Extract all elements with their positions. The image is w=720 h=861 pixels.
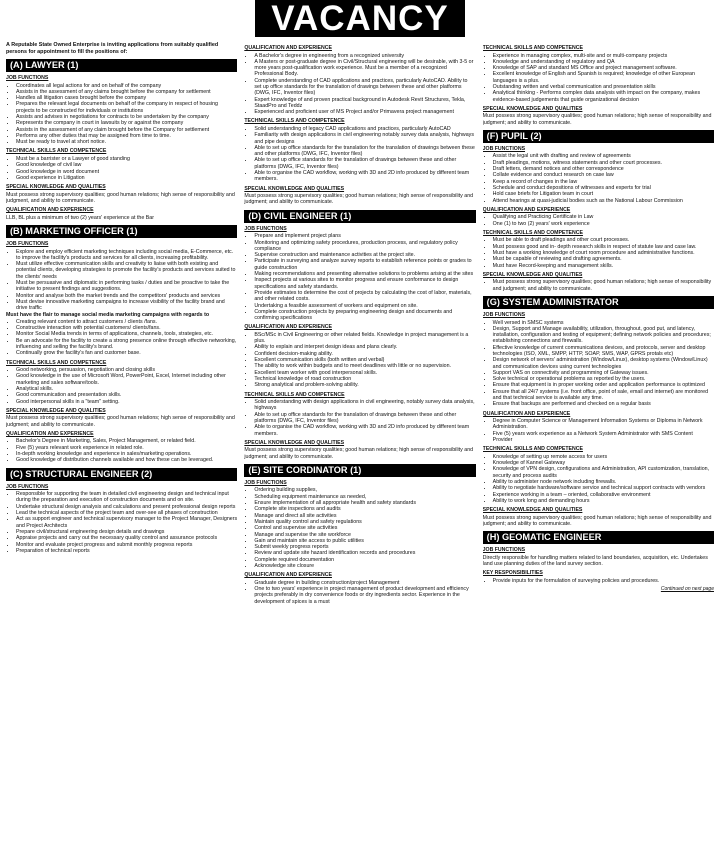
list-item: • Ability to negotiate hardware/software service and technical support contracts with vendors: [493, 485, 714, 491]
list-item: • Solve technical or operational problems as reported by the users.: [493, 376, 714, 382]
list-item: • Must be ready to travel at short notice.: [16, 139, 237, 145]
list: [244, 487, 475, 569]
list-item: • Ability to administer node network including firewalls.: [493, 479, 714, 485]
list: [6, 249, 237, 312]
list-item: • Collate evidence and conduct research on case law: [493, 172, 714, 178]
paragraph: Directly responsible for handling matters related to land boundaries, acquisition, etc. Undertakes land use planning duties of the land survey section.: [482, 554, 708, 568]
subheading: TECHNICAL SKILLS AND COMPETENCE: [6, 359, 107, 366]
list-item: • Handles all litigation cases brought before the company: [16, 95, 237, 101]
subheading: KEY RESPONSIBILITIES: [482, 570, 543, 577]
subheading: JOB FUNCTIONS: [6, 241, 49, 248]
list-item: • Monitor and evaluate project progress and submit monthly progress reports: [16, 542, 237, 548]
list-item: • Analytical skills.: [16, 386, 237, 392]
list-item: • The ability to work within budgets and to meet deadlines with little or no supervision.: [254, 363, 475, 369]
list-item: • Schedule and conduct depositions of witnesses and experts for trial: [493, 185, 714, 191]
list-item: • Ability to explain and interpret design ideas and plans clearly.: [254, 344, 475, 350]
list: [6, 156, 237, 181]
list-item: • Assists and advises in negotiations for contracts to be undertaken by the company: [16, 114, 237, 120]
list-item: • One (1) to two (2) years' work experience: [493, 221, 714, 227]
list-item: • Analytical thinking - Performs complex data analysis with impact on the company, makes evidence-based judgements that guide organizational decision: [493, 90, 714, 103]
list-item: • Excellent team worker with good interpersonal skills.: [254, 370, 475, 376]
section-civil-title: (D) CIVIL ENGINEER (1): [244, 210, 475, 223]
paragraph: Must possess strong supervisory qualities; good human relations; high sense of responsibility and judgment; and ability to communicate.: [482, 514, 712, 528]
list-item: • Making recommendations and presenting alternative solutions to problems arising at the sites: [254, 271, 475, 277]
list-item: • Responsible for supporting the team in detailed civil engineering design and technical input during the preparation and execution of construction documents and on site.: [16, 491, 237, 504]
banner: [6, 0, 714, 38]
list-item: • Knowledge of setting up remote access for users: [493, 454, 714, 460]
list-item: • Complete construction projects by preparing engineering design and documents and confirming specifications: [254, 309, 475, 322]
subheading: SPECIAL KNOWLEDGE AND QUALITIES: [482, 105, 583, 112]
list-item: • Participate in surveying and analyze survey reports to establish reference points or grades to guide construction: [254, 258, 475, 271]
list: [244, 233, 475, 321]
list-item: • Good communication and presentation skills.: [16, 392, 237, 398]
list: [483, 320, 714, 408]
list-item: • Knowledge and understanding of regulatory and QA: [493, 59, 714, 65]
list-item: • Well versed in SMSC systems: [493, 320, 714, 326]
list-item: • Ensure that all 24/7 systems (i.e. front office, point of sale, email and internet) are monitored and that technical service is available any time.: [493, 389, 714, 402]
list: [6, 491, 237, 554]
list-item: • Effective knowledge of current communications devices, and protocols, server and desktop technologies (ISO, XML, SMPP, HTTP, SOAP, SMS, WAP, GPRS protals etc): [493, 345, 714, 358]
list-item: • Complete required documentation: [254, 557, 475, 563]
list-item: • Review and update site hazard identification records and procedures: [254, 550, 475, 556]
list-item: • Lead the technical aspects of the project team and over-see all phases of construction: [16, 510, 237, 516]
list: [244, 332, 475, 389]
list-item: • In-depth working knowledge and experience in sales/marketing operations.: [16, 451, 237, 457]
paragraph: Must possess strong supervisory qualities; good human relations; high sense of responsibility and judgment; and ability to communicate.: [244, 193, 474, 206]
paragraph: Must possess strong supervisory qualities; good human relations; high sense of responsibility and judgment; and ability to communicate.: [482, 113, 712, 126]
section-structural-title: (C) STRUCTURAL ENGINEER (2): [6, 468, 237, 481]
list: [244, 126, 475, 183]
subheading: SPECIAL KNOWLEDGE AND QUALITIES: [244, 185, 345, 192]
subheading: SPECIAL KNOWLEDGE AND QUALITIES: [482, 271, 583, 278]
list-item: • Solid understanding of legacy CAD applications and practices, particularly AutoCAD: [254, 126, 475, 132]
list: [244, 580, 475, 605]
list-item: • A Bachelor's degree in engineering from a recognized university: [254, 53, 475, 59]
subheading: SPECIAL KNOWLEDGE AND QUALITIES: [6, 184, 106, 191]
subheading: QUALIFICATION AND EXPERIENCE: [482, 410, 571, 417]
list-item: • Knowledge of VPN design, configurations and Administration, API customization, translation, security and process audits: [493, 466, 714, 479]
list-item: • Must be a barrister or a Lawyer of good standing: [16, 156, 237, 162]
section-sysadmin-title: (G) SYSTEM ADMINISTRATOR: [483, 296, 714, 309]
list: [244, 399, 475, 437]
list-item: • Graduate degree in building construction/project Management: [254, 580, 475, 586]
list-item: • Manage and supervise the site workforce: [254, 532, 475, 538]
list-item: • Manage and direct all site activities: [254, 513, 475, 519]
list-item: • Hold case briefs for Litigation team in court: [493, 191, 714, 197]
list-item: • Assists in the assessment of any claim brought before the Company for settlement: [16, 127, 237, 133]
list-item: • Knowledge of Kannel Gateway: [493, 460, 714, 466]
list-item: • Undertake structural design analysis and calculations and present professional design reports: [16, 504, 237, 510]
list-item: • Five (5) years relevant work experience in related role.: [16, 445, 237, 451]
list-item: • Must be persuasive and diplomatic in performing tasks / duties and be proactive to take the initiative to present findings and suggestions.: [16, 280, 237, 293]
list-item: • Constructive interaction with potential customers/ clients/fans.: [16, 325, 237, 331]
subheading: TECHNICAL SKILLS AND COMPETENCE: [6, 148, 107, 155]
paragraph: Must possess strong supervisory qualities; good human relations; high sense of responsibility and judgment, and ability to communicate.: [6, 191, 235, 204]
subheading: QUALIFICATION AND EXPERIENCE: [244, 324, 332, 331]
list: [483, 153, 714, 203]
list-item: • Must be able to draft pleadings and other court processes.: [493, 237, 714, 243]
paragraph: LLB, BL plus a minimum of two (2) years' experience at the Bar: [6, 214, 155, 221]
list-item: • Appraise projects and carry out the necessary quality control and assurance protocols: [16, 535, 237, 541]
list-item: • Must have a working knowledge of court room procedure and administrative functions.: [493, 250, 714, 256]
list-item: • Must be capable of reviewing and drafting agreements.: [493, 256, 714, 262]
list-item: • Performs any other duties that may be assigned from time to time.: [16, 133, 237, 139]
list-item: • Scheduling equipment maintenance as needed,: [254, 494, 475, 500]
subheading: QUALIFICATION AND EXPERIENCE: [244, 572, 332, 579]
paragraph: Must possess strong supervisory qualities; good human relations; high sense of responsibility and judgment; and ability to communicate.: [244, 447, 474, 460]
list-item: • Solid understanding with design applications in civil engineering, notably survey data analysis, highways: [254, 399, 475, 412]
list-item: • Be an advocate for the facility to create a strong presence online through effective networking, influencing and selling the facility's brand.: [16, 338, 237, 351]
list-item: • Excellent communication skills (both written and verbal): [254, 357, 475, 363]
list-item: • Complete site inspections and audits: [254, 506, 475, 512]
list-item: • Must possess strong supervisory qualities; good human relations; high sense of responsibility and judgment; and ability to communicate.: [493, 279, 714, 292]
list-item: • Outstanding written and verbal communication and presentation skills: [493, 84, 714, 90]
list-item: • Monitoring and optimizing safety procedures, production process, and regulatory policy compliance: [254, 240, 475, 253]
section-geomatic-title: (H) GEOMATIC ENGINEER: [483, 531, 714, 544]
list-item: • Good experience in Litigation: [16, 175, 237, 181]
list: [483, 53, 714, 103]
subheading: SPECIAL KNOWLEDGE AND QUALITIES: [482, 507, 583, 514]
list-item: • Attend hearings at quasi-judicial bodies such as the National Labour Commission: [493, 198, 714, 204]
subheading: TECHNICAL SKILLS AND COMPETENCE: [244, 391, 345, 398]
list-item: • Degree in Computer Science or Management Information Systems or Diploma in Network Administration.: [493, 418, 714, 431]
list-item: • Technical knowledge of road construction: [254, 376, 475, 382]
list-item: • A Masters or post-graduate degree in Civil/Structural engineering will be desirable, with 3-5 or more years post-qualification work experience. Must be a member of a recognized Professional Body.: [254, 59, 475, 78]
list-item: • Able to organise the CAD workflow, working with 3D and 2D info produced by different team members.: [254, 424, 475, 437]
list-item: • Good networking, persuasion, negotiation and closing skills: [16, 367, 237, 373]
list-item: • Five (5) years work experience as a Network System Administrator with SMS Content Provider: [493, 431, 714, 444]
list-item: • Supervise construction and maintenance activities at the project site.: [254, 252, 475, 258]
list-item: • Submit weekly progress reports: [254, 544, 475, 550]
list: [6, 438, 237, 463]
subheading: JOB FUNCTIONS: [482, 145, 526, 152]
subheading: TECHNICAL SKILLS AND COMPETENCE: [244, 118, 345, 125]
continued-link[interactable]: Continued on next page: [660, 586, 714, 593]
list-item: • Assist the legal unit with drafting and review of agreements: [493, 153, 714, 159]
list-item: • Able to set up office standards for the translation of drawings between these and other platforms (DWG, IFC, Inventor files): [254, 412, 475, 425]
list-item: • Coordinates all legal actions for and on behalf of the company: [16, 83, 237, 89]
subheading: TECHNICAL SKILLS AND COMPETENCE: [482, 229, 583, 236]
list-item: • Ensure that equipment is in proper working order and application performance is optimized: [493, 382, 714, 388]
subheading: TECHNICAL SKILLS AND COMPETENCE: [482, 45, 583, 51]
list-item: • Expert knowledge of and proven practical background in Autodesk Revit Structures, Tekla, StaadPro and Teddz: [254, 97, 475, 110]
list: [6, 83, 237, 146]
list: [483, 279, 714, 292]
list-item: • Experience working in a team – oriented, collaborative environment: [493, 492, 714, 498]
list-item: • Good knowledge of civil law: [16, 162, 237, 168]
list-item: • Able to set up office standards for the translation of drawings between these and other platforms (DWG, IFC, Inventor files): [254, 157, 475, 170]
list-item: • Must possess good and in- depth research skills in respect of statute law and case law.: [493, 244, 714, 250]
list-item: • Strong analytical and problem-solving ability.: [254, 382, 475, 388]
list-item: • Good knowledge in word document: [16, 169, 237, 175]
subheading: JOB FUNCTIONS: [482, 312, 526, 319]
list-item: • Monitor and analyse both the market trends and the competitors' products and services: [16, 293, 237, 299]
list-item: • Good interpersonal skills in a "team" setting.: [16, 399, 237, 405]
subheading: SPECIAL KNOWLEDGE AND QUALITIES: [6, 407, 106, 414]
list-item: • Able to set up office standards for the translation for the translation of drawings between these and other platforms (DWG, IFC, Inventor files): [254, 145, 475, 158]
subheading: QUALIFICATION AND EXPERIENCE: [6, 430, 94, 437]
list-item: • BSc/MSc in Civil Engineering or other related fields. Knowledge in project management is a plus.: [254, 332, 475, 345]
list-item: • Inspect projects at various sites to monitor progress and ensure conformance to design specifications and safety standards.: [254, 277, 475, 290]
subheading: QUALIFICATION AND EXPERIENCE: [482, 206, 571, 213]
intro-text: A Reputable State Owned Enterprise is inviting applications from suitably qualified persons for appointment to fill the positions of:: [6, 42, 219, 55]
list-item: • Ensure that backups are performed and checked on a regular basis: [493, 401, 714, 407]
subheading: JOB FUNCTIONS: [244, 479, 287, 486]
column-middle: [244, 42, 475, 858]
list-item: • Undertaking a feasible assessment of workers and equipment on site.: [254, 303, 475, 309]
section-lawyer-title: (A) LAWYER (1): [6, 59, 237, 72]
list-item: • Prepares the relevant legal documents on behalf of the company in respect of housing projects to be constructed for individuals or institutions: [16, 101, 237, 114]
list-item: • Represents the company in court in lawsuits by or against the company: [16, 120, 237, 126]
list: [483, 214, 714, 227]
list: [483, 237, 714, 268]
list-item: • Ordering building supplies,: [254, 487, 475, 493]
list-item: • Support VAS on connectivity and programming of Gateway issues.: [493, 370, 714, 376]
list-item: • Complete understanding of CAD applications and practices, particularly AutoCAD. Ability to set up office standards for the translation of drawings between these and other platforms (DWG, IFC, Inventor files): [254, 78, 475, 97]
list-item: • Able to organise the CAD workflow, working with 3D and 2D info produced by different team members.: [254, 170, 475, 183]
list-item: • Knowledge of SAP and standard MS Office and project management software.: [493, 65, 714, 71]
list-item: • Must devise innovative marketing campaigns to increase visibility of the facility brand and drive traffic: [16, 299, 237, 312]
list-item: • Preparation of technical reports: [16, 548, 237, 554]
list-item: • Prepare civil/structural engineering design details and drawings: [16, 529, 237, 535]
list-item: • Confident decision-making ability.: [254, 351, 475, 357]
list-item: • Familiarity with design applications in civil engineering notably survey data analysis, highways and pipe designs: [254, 132, 475, 145]
subheading: SPECIAL KNOWLEDGE AND QUALITIES: [244, 439, 345, 446]
list-item: • Keep a record of changes in the law: [493, 179, 714, 185]
list-item: • Draft pleadings, motions, witness statements and other court processes.: [493, 160, 714, 166]
subheading: QUALIFICATION AND EXPERIENCE: [6, 207, 94, 214]
list-item: • Creating relevant content to attract customers / clients /fans.: [16, 319, 237, 325]
list-item: • Acknowledge site closure: [254, 563, 475, 569]
list-item: • Ensure implementation of all appropriate health and safety standards: [254, 500, 475, 506]
list-item: • Assists in the assessment of any claims brought before the company for settlement: [16, 89, 237, 95]
list-item: • Explore and employ efficient marketing techniques including social media, E-Commerce, etc. to improve the facility's products and services for all clients, increasing profitability.: [16, 249, 237, 262]
list-item: • Qualifying and Practicing Certificate in Law: [493, 214, 714, 220]
subheading: JOB FUNCTIONS: [244, 225, 287, 232]
section-pupil-title: (F) PUPIL (2): [483, 130, 714, 143]
list-item: • Ability to work long and demanding hours: [493, 498, 714, 504]
list-item: • Monitor Social Media trends in terms of applications, channels, tools, strategies, etc.: [16, 331, 237, 337]
list-item: • Experienced and proficient user of MS Project and/or Primavera project management: [254, 109, 475, 115]
subheading: JOB FUNCTIONS: [482, 547, 526, 554]
section-site-title: (E) SITE CORDINATOR (1): [244, 464, 475, 477]
list-item: • Must have Record-keeping and management skills.: [493, 263, 714, 269]
list-item: • Must utilize effective communication skills and creativity to liaise with both existing and potential clients, developing strategies to promote the facility's products and services suited to the clients' needs: [16, 261, 237, 280]
list-item: • Design network of servers' administration (Window/Linux), desktop systems (Window/Linux) and communication devices using current technologies: [493, 357, 714, 370]
list-item: • Prepare and implement project plans: [254, 233, 475, 239]
column-right: [483, 42, 714, 858]
list: [483, 454, 714, 504]
subheading: JOB FUNCTIONS: [6, 75, 49, 81]
section-marketing-title: (B) MARKETING OFFICER (1): [6, 225, 237, 238]
column-left: [6, 42, 237, 858]
list-item: • Experience in managing complex, multi-site and or multi-company projects: [493, 53, 714, 59]
list-item: • Bachelor's Degree in Marketing, Sales, Project Management, or related field.: [16, 438, 237, 444]
list-item: • Good knowledge of distribution channels available and how these can be leveraged.: [16, 457, 237, 463]
list-item: • Provide estimates to determine the cost of projects by calculating the cost of labor, materials, and other related costs.: [254, 290, 475, 303]
list-item: • Provide inputs for the formulation of surveying policies and procedures.: [493, 578, 714, 584]
list-item: • One to two years' experience in project management of product development and efficiency projects preferably in dry convenience foods or dry ingredients sector. Experience in the development of spices is a must: [254, 586, 475, 605]
list-item: • Act as support engineer and technical supervisory manager to the Project Manager, Designers and Project Architects: [16, 516, 237, 529]
list: [483, 418, 714, 443]
list-item: • Continually grow the facility's fan and customer base.: [16, 350, 237, 356]
paragraph: Must possess strong supervisory qualities; good human relations; high sense of responsibility and judgment; and ability to communicate.: [6, 415, 235, 428]
list-item: • Draft letters, demand notices and other correspondence: [493, 166, 714, 172]
list: [6, 367, 237, 405]
list-item: • Excellent knowledge of English and Spanish is required; knowledge of other European languages is a plus.: [493, 71, 714, 84]
paragraph: Must have the flair to manage social media marketing campaigns with regards to: [6, 311, 210, 318]
subheading: JOB FUNCTIONS: [6, 483, 49, 490]
banner-title: VACANCY: [255, 0, 464, 37]
list-item: • Good knowledge in the use of Microsoft Word, PowerPoint, Excel, Internet including other marketing and sales software/tools.: [16, 373, 237, 386]
list-item: • Control and supervise site activities: [254, 525, 475, 531]
subheading: TECHNICAL SKILLS AND COMPETENCE: [482, 446, 583, 453]
list: [244, 53, 475, 116]
list-item: • Design, Support and Manage availability, utilization, throughout, good put, and latency, installation, configuration and testing of equipment; defining network policies and procedures; establishing connections and firewalls.: [493, 326, 714, 345]
list-item: • Gain and maintain site access to public utilities: [254, 538, 475, 544]
list: [6, 319, 237, 357]
list: [483, 578, 714, 584]
subheading: QUALIFICATION AND EXPERIENCE: [244, 45, 332, 51]
list-item: • Maintain quality control and safety regulations: [254, 519, 475, 525]
